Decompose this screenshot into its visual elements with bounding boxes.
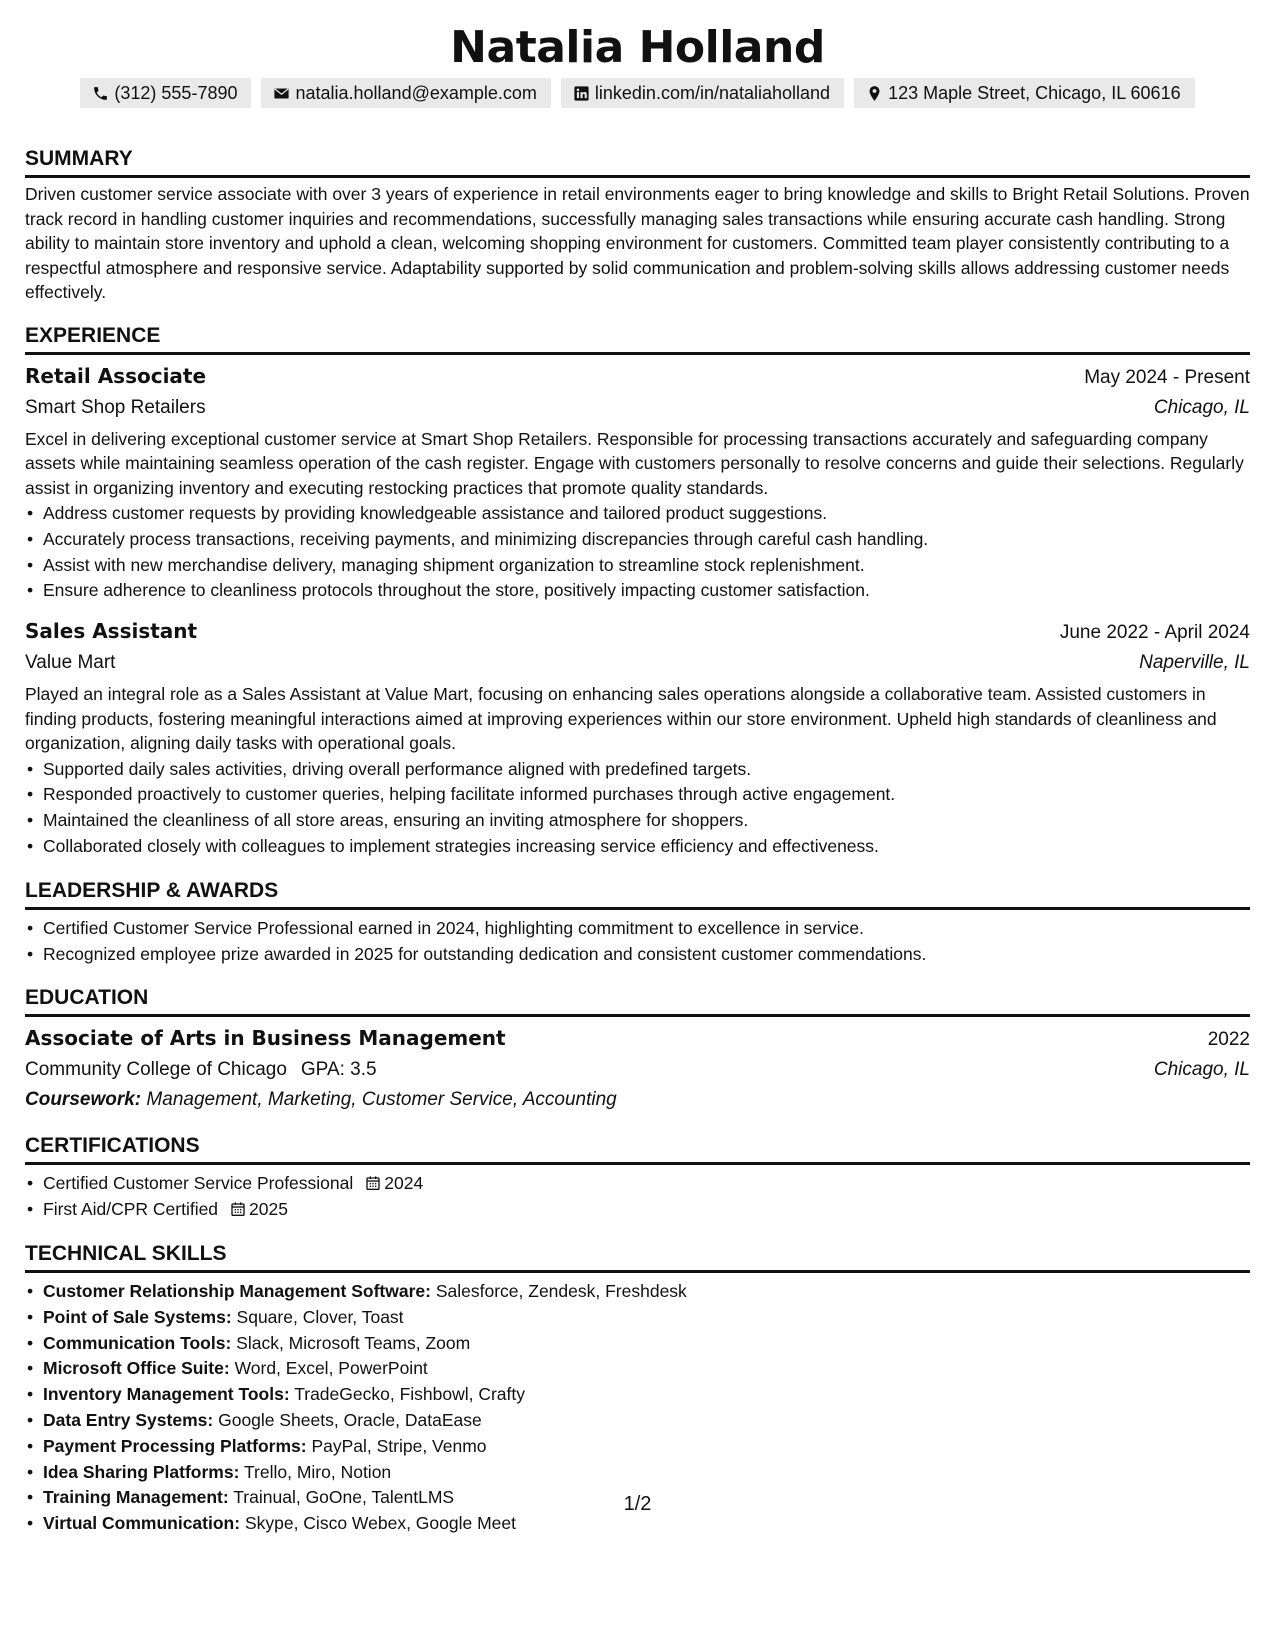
- skill-label: Customer Relationship Management Software:: [43, 1281, 431, 1302]
- candidate-name: Natalia Holland: [450, 22, 825, 73]
- calendar-icon: [365, 1175, 381, 1191]
- contact-linkedin[interactable]: [561, 78, 844, 108]
- summary-text: Driven customer service associate with over 3 years of experience in retail environments eager to bring knowledge and skills to Bright Retail Solutions. Proven track record in handling customer inquiries and recommendations, successfully managing sales transactions while ensuring accurate cash handling. Strong ability to maintain store inventory and uphold a clean, welcoming shopping environment for customers. Committed team player consistently contributing to a respectful atmosphere and responsive service. Adaptability supported by solid communication and problem-solving skills allows addressing customer needs effectively.: [25, 184, 1250, 302]
- skill-label: Idea Sharing Platforms:: [43, 1461, 240, 1482]
- contact-email[interactable]: [261, 78, 550, 108]
- certifications-heading: CERTIFICATIONS: [25, 1133, 1250, 1165]
- list-item: [43, 1408, 1250, 1434]
- education-entry: [25, 1023, 1250, 1115]
- skill-label: Point of Sale Systems:: [43, 1306, 232, 1327]
- certification-name: Certified Customer Service Professional: [43, 1173, 354, 1194]
- phone-text: (312) 555-7890: [114, 83, 238, 103]
- list-item: [43, 1171, 1250, 1197]
- gpa: GPA: 3.5: [300, 1059, 377, 1081]
- certification-year: 2024: [384, 1173, 424, 1194]
- skill-value: Square, Clover, Toast: [236, 1306, 404, 1327]
- degree-title: Associate of Arts in Business Management: [25, 1026, 506, 1051]
- skill-label: Payment Processing Platforms:: [43, 1435, 307, 1456]
- skill-value: Salesforce, Zendesk, Freshdesk: [435, 1281, 687, 1302]
- list-item: • Ensure adherence to cleanliness protocols throughout the store, positively impacting customer satisfaction.: [43, 578, 1250, 604]
- job-bullets: [25, 501, 1250, 604]
- coursework-label: Coursework:: [25, 1089, 142, 1111]
- job-location: Naperville, IL: [1139, 652, 1250, 674]
- job-bullets: [25, 757, 1250, 860]
- contact-phone[interactable]: [80, 78, 251, 108]
- skill-label: Microsoft Office Suite:: [43, 1358, 230, 1379]
- school-name: Community College of Chicago: [25, 1059, 287, 1081]
- coursework: [25, 1085, 1250, 1115]
- list-item: • Accurately process transactions, receiving payments, and minimizing discrepancies through careful cash handling.: [43, 527, 1250, 553]
- list-item: • Maintained the cleanliness of all store areas, ensuring an inviting atmosphere for shoppers.: [43, 808, 1250, 834]
- job-description: Played an integral role as a Sales Assistant at Value Mart, focusing on enhancing sales operations alongside a collaborative team. Assisted customers in finding products, fostering meaningful interactions aimed at improving experiences within our store environment. Upheld high standards of cleanliness and organization, aligning daily tasks with operational goals.: [25, 684, 1217, 754]
- list-item: [43, 1434, 1250, 1460]
- skill-value: Word, Excel, PowerPoint: [234, 1358, 428, 1379]
- school-location: Chicago, IL: [1153, 1059, 1250, 1081]
- job-company: Smart Shop Retailers: [25, 396, 206, 418]
- list-item: • Collaborated closely with colleagues to implement strategies increasing service efficiency and effectiveness.: [43, 834, 1250, 860]
- address-text: 123 Maple Street, Chicago, IL 60616: [888, 83, 1181, 103]
- coursework-list: Management, Marketing, Customer Service, Accounting: [146, 1089, 617, 1111]
- skill-value: Google Sheets, Oracle, DataEase: [218, 1410, 482, 1431]
- contact-bar: [25, 78, 1250, 108]
- skills-heading: TECHNICAL SKILLS: [25, 1241, 1250, 1273]
- resume-page: [25, 0, 1250, 1537]
- list-item: [43, 1197, 1250, 1223]
- list-item: • Certified Customer Service Professional earned in 2024, highlighting commitment to excellence in service.: [43, 916, 1250, 942]
- job-entry: [25, 361, 1250, 605]
- location-pin-icon: [866, 85, 883, 102]
- education-heading: EDUCATION: [25, 985, 1250, 1017]
- certification-year: 2025: [249, 1199, 288, 1220]
- linkedin-text: linkedin.com/in/nataliaholland: [594, 83, 831, 103]
- job-entry: [25, 616, 1250, 860]
- linkedin-icon: [573, 85, 590, 102]
- skill-value: Trainual, GoOne, TalentLMS: [233, 1487, 455, 1508]
- list-item: • Recognized employee prize awarded in 2025 for outstanding dedication and consistent customer commendations.: [43, 942, 1250, 968]
- graduation-year: 2022: [1207, 1029, 1250, 1051]
- job-title: Sales Assistant: [25, 619, 198, 644]
- leadership-list: [25, 916, 1250, 968]
- skill-value: Skype, Cisco Webex, Google Meet: [244, 1513, 516, 1534]
- email-text: natalia.holland@example.com: [295, 83, 537, 103]
- experience-heading: EXPERIENCE: [25, 323, 1250, 355]
- calendar-icon: [230, 1201, 246, 1217]
- skill-label: Communication Tools:: [43, 1332, 232, 1353]
- leadership-heading: LEADERSHIP & AWARDS: [25, 878, 1250, 910]
- skill-value: Trello, Miro, Notion: [243, 1461, 392, 1482]
- phone-icon: [92, 85, 109, 102]
- list-item: • Assist with new merchandise delivery, managing shipment organization to streamline stock replenishment.: [43, 553, 1250, 579]
- contact-address: [854, 78, 1195, 108]
- skill-label: Virtual Communication:: [43, 1513, 241, 1534]
- summary-heading: SUMMARY: [25, 146, 1250, 178]
- list-item: • Responded proactively to customer queries, helping facilitate informed purchases through active engagement.: [43, 782, 1250, 808]
- skill-label: Data Entry Systems:: [43, 1410, 214, 1431]
- skill-label: Training Management:: [43, 1487, 229, 1508]
- skill-value: TradeGecko, Fishbowl, Crafty: [294, 1384, 526, 1405]
- skill-label: Inventory Management Tools:: [43, 1384, 290, 1405]
- list-item: [43, 1279, 1250, 1305]
- list-item: [43, 1356, 1250, 1382]
- envelope-icon: [273, 85, 290, 102]
- skill-value: Slack, Microsoft Teams, Zoom: [236, 1332, 471, 1353]
- certification-name: First Aid/CPR Certified: [43, 1199, 219, 1220]
- page-number: 1/2: [623, 1493, 652, 1515]
- list-item: [43, 1460, 1250, 1486]
- job-location: Chicago, IL: [1153, 396, 1250, 418]
- list-item: [43, 1305, 1250, 1331]
- list-item: • Supported daily sales activities, driving overall performance aligned with predefined targets.: [43, 757, 1250, 783]
- job-dates: May 2024 - Present: [1084, 366, 1250, 388]
- skill-value: PayPal, Stripe, Venmo: [311, 1435, 487, 1456]
- job-dates: June 2022 - April 2024: [1059, 622, 1250, 644]
- list-item: [43, 1382, 1250, 1408]
- job-description: Excel in delivering exceptional customer service at Smart Shop Retailers. Responsible for processing transactions accurately and safeguarding company assets while maintaining seamless operation of the cash register. Engage with customers personally to resolve concerns and guide their selections. Regularly assist in organizing inventory and executing restocking practices that promote quality standards.: [25, 428, 1244, 498]
- job-title: Retail Associate: [25, 363, 207, 388]
- list-item: [43, 1331, 1250, 1357]
- list-item: • Address customer requests by providing knowledgeable assistance and tailored product suggestions.: [43, 501, 1250, 527]
- job-company: Value Mart: [25, 652, 116, 674]
- certifications-list: [25, 1171, 1250, 1223]
